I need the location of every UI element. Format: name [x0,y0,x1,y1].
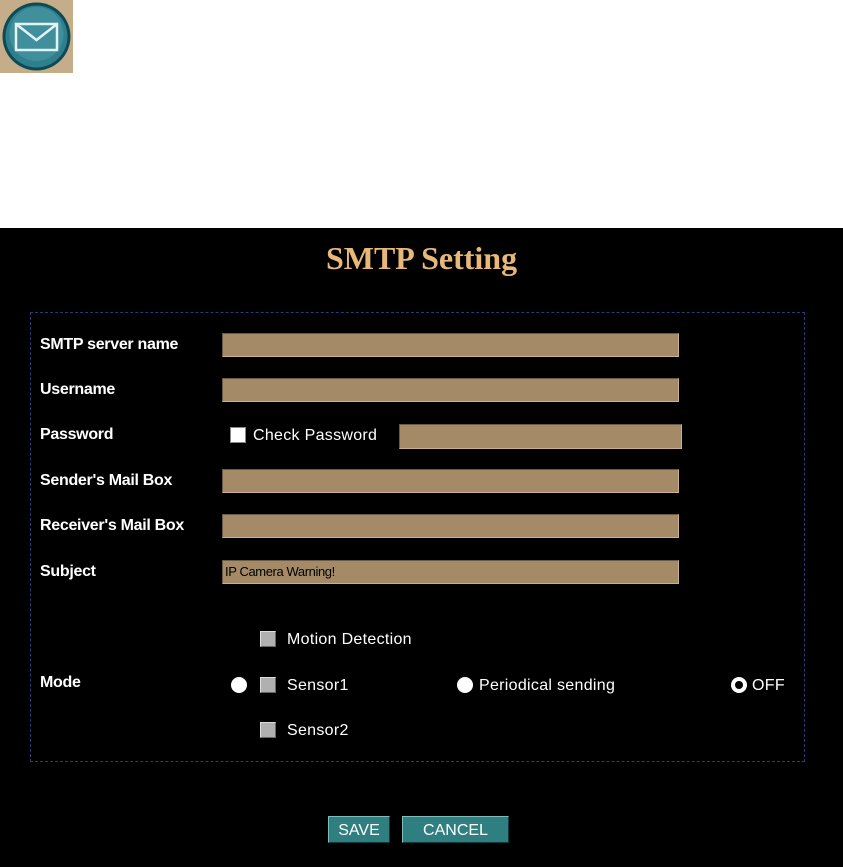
smtp-panel [0,228,843,867]
mode-trigger-radio[interactable] [231,677,247,693]
password-input[interactable] [399,424,682,449]
sender-mailbox-input[interactable] [222,469,679,493]
mode-label: Mode [40,674,81,691]
check-password-checkbox[interactable] [230,427,246,443]
sensor2-label: Sensor2 [287,722,349,739]
subject-input[interactable]: IP Camera Warning! [222,560,679,584]
subject-label: Subject [40,563,96,580]
sensor1-checkbox[interactable] [260,677,276,693]
page-title: SMTP Setting [325,240,518,276]
periodical-sending-radio[interactable] [457,677,473,693]
save-button[interactable]: SAVE [328,816,390,843]
receiver-mailbox-label: Receiver's Mail Box [40,517,184,534]
check-password-label: Check Password [253,427,378,444]
periodical-sending-label: Periodical sending [479,677,616,694]
smtp-server-input[interactable] [222,333,679,357]
sensor2-checkbox[interactable] [260,722,276,738]
off-radio[interactable] [731,677,747,693]
cancel-button[interactable]: CANCEL [402,816,509,843]
username-label: Username [40,381,115,398]
receiver-mailbox-input[interactable] [222,514,679,538]
envelope-icon [0,0,73,73]
motion-detection-label: Motion Detection [287,631,412,648]
off-label: OFF [752,677,785,694]
sender-mailbox-label: Sender's Mail Box [40,472,173,489]
smtp-server-label: SMTP server name [40,336,179,353]
username-input[interactable] [222,378,679,402]
sensor1-label: Sensor1 [287,677,349,694]
password-label: Password [40,426,114,443]
motion-detection-checkbox[interactable] [260,631,276,647]
